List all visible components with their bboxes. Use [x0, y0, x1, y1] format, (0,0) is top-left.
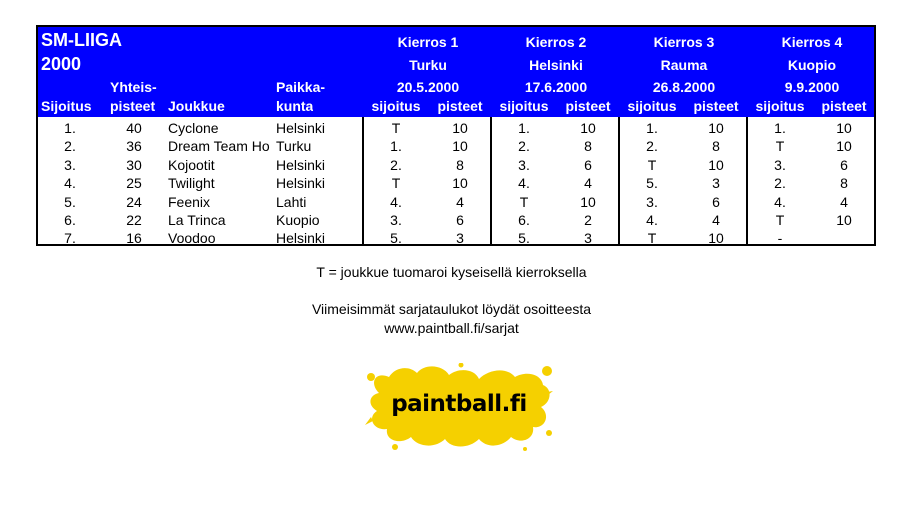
- row-round-2-points: 8: [584, 138, 592, 155]
- header-paikka: Paikka-: [276, 79, 326, 95]
- row-round-2-placement: 1.: [518, 120, 530, 136]
- header-kunta: kunta: [276, 98, 314, 114]
- round-1-date: 20.5.2000: [396, 79, 460, 95]
- table-header: [38, 27, 874, 117]
- info-text: Viimeisimmät sarjataulukot löydät osoitteesta: [311, 301, 592, 317]
- row-rank: 5.: [64, 193, 76, 210]
- round-3-city: Rauma: [660, 57, 708, 73]
- row-round-2-placement: T: [519, 193, 529, 210]
- row-city: Helsinki: [276, 156, 326, 173]
- round-4-pisteet: pisteet: [821, 98, 867, 114]
- row-round-4-placement: 3.: [774, 156, 786, 173]
- row-city: Kuopio: [276, 212, 320, 228]
- row-round-3-points: 6: [712, 193, 720, 210]
- row-round-1-placement: T: [391, 120, 401, 136]
- row-round-4-placement: T: [775, 212, 785, 228]
- row-round-3-placement: 4.: [646, 212, 658, 228]
- row-round-1-placement: 1.: [390, 138, 402, 155]
- row-round-3-placement: T: [647, 156, 657, 173]
- round-4-city: Kuopio: [787, 57, 837, 73]
- row-team: Voodoo: [168, 230, 216, 247]
- row-round-2-points: 4: [584, 175, 592, 192]
- row-rank: 7.: [64, 230, 76, 247]
- row-round-2-placement: 3.: [518, 156, 530, 173]
- round-1-pisteet: pisteet: [437, 98, 483, 114]
- row-round-3-placement: T: [647, 230, 657, 247]
- row-total-points: 36: [126, 138, 142, 155]
- row-team: Feenix: [168, 193, 211, 210]
- row-city: Helsinki: [276, 230, 326, 247]
- round-3-sijoitus: sijoitus: [627, 98, 677, 114]
- round-1-city: Turku: [409, 57, 447, 73]
- row-rank: 6.: [64, 212, 76, 228]
- row-round-3-points: 10: [708, 120, 724, 136]
- row-round-4-placement: 4.: [774, 193, 786, 210]
- row-round-4-placement: 1.: [774, 120, 786, 136]
- row-round-3-points: 10: [708, 156, 724, 173]
- round-3-date: 26.8.2000: [652, 79, 716, 95]
- row-round-3-placement: 5.: [646, 175, 658, 192]
- info-url: www.paintball.fi/sarjat: [384, 320, 519, 336]
- row-round-4-placement: -: [777, 230, 783, 247]
- header-yhteis: Yhteis-: [110, 79, 157, 95]
- header-pisteet: pisteet: [110, 98, 156, 114]
- row-city: Lahti: [276, 193, 307, 210]
- row-round-3-points: 3: [712, 175, 720, 192]
- row-round-1-points: 10: [452, 120, 468, 136]
- row-round-2-placement: 6.: [518, 212, 530, 228]
- header-joukkue: Joukkue: [168, 98, 225, 114]
- row-round-2-placement: 5.: [518, 230, 530, 247]
- row-team: Dream Team Ho: [168, 138, 270, 155]
- row-round-1-placement: T: [391, 175, 401, 192]
- row-round-3-points: 8: [712, 138, 720, 155]
- row-round-2-points: 6: [584, 156, 592, 173]
- row-rank: 4.: [64, 175, 76, 192]
- row-round-2-points: 3: [584, 230, 592, 247]
- row-round-4-placement: T: [775, 138, 785, 155]
- round-4-sijoitus: sijoitus: [755, 98, 805, 114]
- row-total-points: 40: [126, 120, 142, 136]
- row-round-1-placement: 2.: [390, 156, 402, 173]
- row-round-4-points: 6: [840, 156, 848, 173]
- row-round-3-points: 10: [708, 230, 724, 247]
- round-2-name: Kierros 2: [525, 34, 587, 50]
- row-round-1-points: 10: [452, 138, 468, 155]
- row-round-4-points: 10: [836, 138, 852, 155]
- row-team: La Trinca: [168, 212, 226, 228]
- round-2-city: Helsinki: [529, 57, 583, 73]
- judge-footnote: T = joukkue tuomaroi kyseisellä kierroksella: [316, 264, 587, 280]
- row-round-1-points: 10: [452, 175, 468, 192]
- row-total-points: 24: [126, 193, 142, 210]
- row-total-points: 22: [126, 212, 142, 228]
- round-4-name: Kierros 4: [781, 34, 843, 50]
- logo-text: paintball.fi: [391, 391, 527, 417]
- round-2-sijoitus: sijoitus: [499, 98, 549, 114]
- row-city: Helsinki: [276, 120, 326, 136]
- season-year: 2000: [41, 54, 82, 74]
- row-round-2-placement: 2.: [518, 138, 530, 155]
- row-round-3-placement: 3.: [646, 193, 658, 210]
- round-2-date: 17.6.2000: [524, 79, 588, 95]
- row-total-points: 16: [126, 230, 142, 247]
- round-1-sijoitus: sijoitus: [371, 98, 421, 114]
- row-round-1-points: 4: [456, 193, 464, 210]
- row-round-1-points: 6: [456, 212, 464, 228]
- row-rank: 2.: [64, 138, 76, 155]
- row-round-1-points: 8: [456, 156, 464, 173]
- row-round-3-placement: 1.: [646, 120, 658, 136]
- round-4-date: 9.9.2000: [784, 79, 840, 95]
- row-total-points: 25: [126, 175, 142, 192]
- row-round-2-points: 2: [584, 212, 592, 228]
- row-round-1-placement: 5.: [390, 230, 402, 247]
- row-round-2-points: 10: [580, 120, 596, 136]
- row-round-4-placement: 2.: [774, 175, 786, 192]
- row-city: Helsinki: [276, 175, 326, 192]
- round-3-pisteet: pisteet: [693, 98, 739, 114]
- round-3-name: Kierros 3: [653, 34, 715, 50]
- row-city: Turku: [276, 138, 312, 155]
- row-round-4-points: 10: [836, 212, 852, 228]
- row-round-2-placement: 4.: [518, 175, 530, 192]
- row-round-4-points: 10: [836, 120, 852, 136]
- round-2-pisteet: pisteet: [565, 98, 611, 114]
- row-round-1-placement: 4.: [390, 193, 402, 210]
- row-rank: 1.: [64, 120, 76, 136]
- row-team: Kojootit: [168, 156, 215, 173]
- paintball-logo: [365, 363, 553, 451]
- row-round-3-placement: 2.: [646, 138, 658, 155]
- header-sijoitus: Sijoitus: [41, 98, 92, 114]
- row-round-1-placement: 3.: [390, 212, 402, 228]
- row-round-1-points: 3: [456, 230, 464, 247]
- row-team: Cyclone: [168, 120, 219, 136]
- row-round-4-points: 8: [840, 175, 848, 192]
- row-total-points: 30: [126, 156, 142, 173]
- row-rank: 3.: [64, 156, 76, 173]
- league-table: [36, 25, 876, 246]
- row-round-3-points: 4: [712, 212, 720, 228]
- row-round-2-points: 10: [580, 193, 596, 210]
- round-1-name: Kierros 1: [397, 34, 459, 50]
- row-round-4-points: 4: [840, 193, 848, 210]
- row-team: Twilight: [168, 175, 215, 192]
- league-title: SM-LIIGA: [41, 30, 122, 50]
